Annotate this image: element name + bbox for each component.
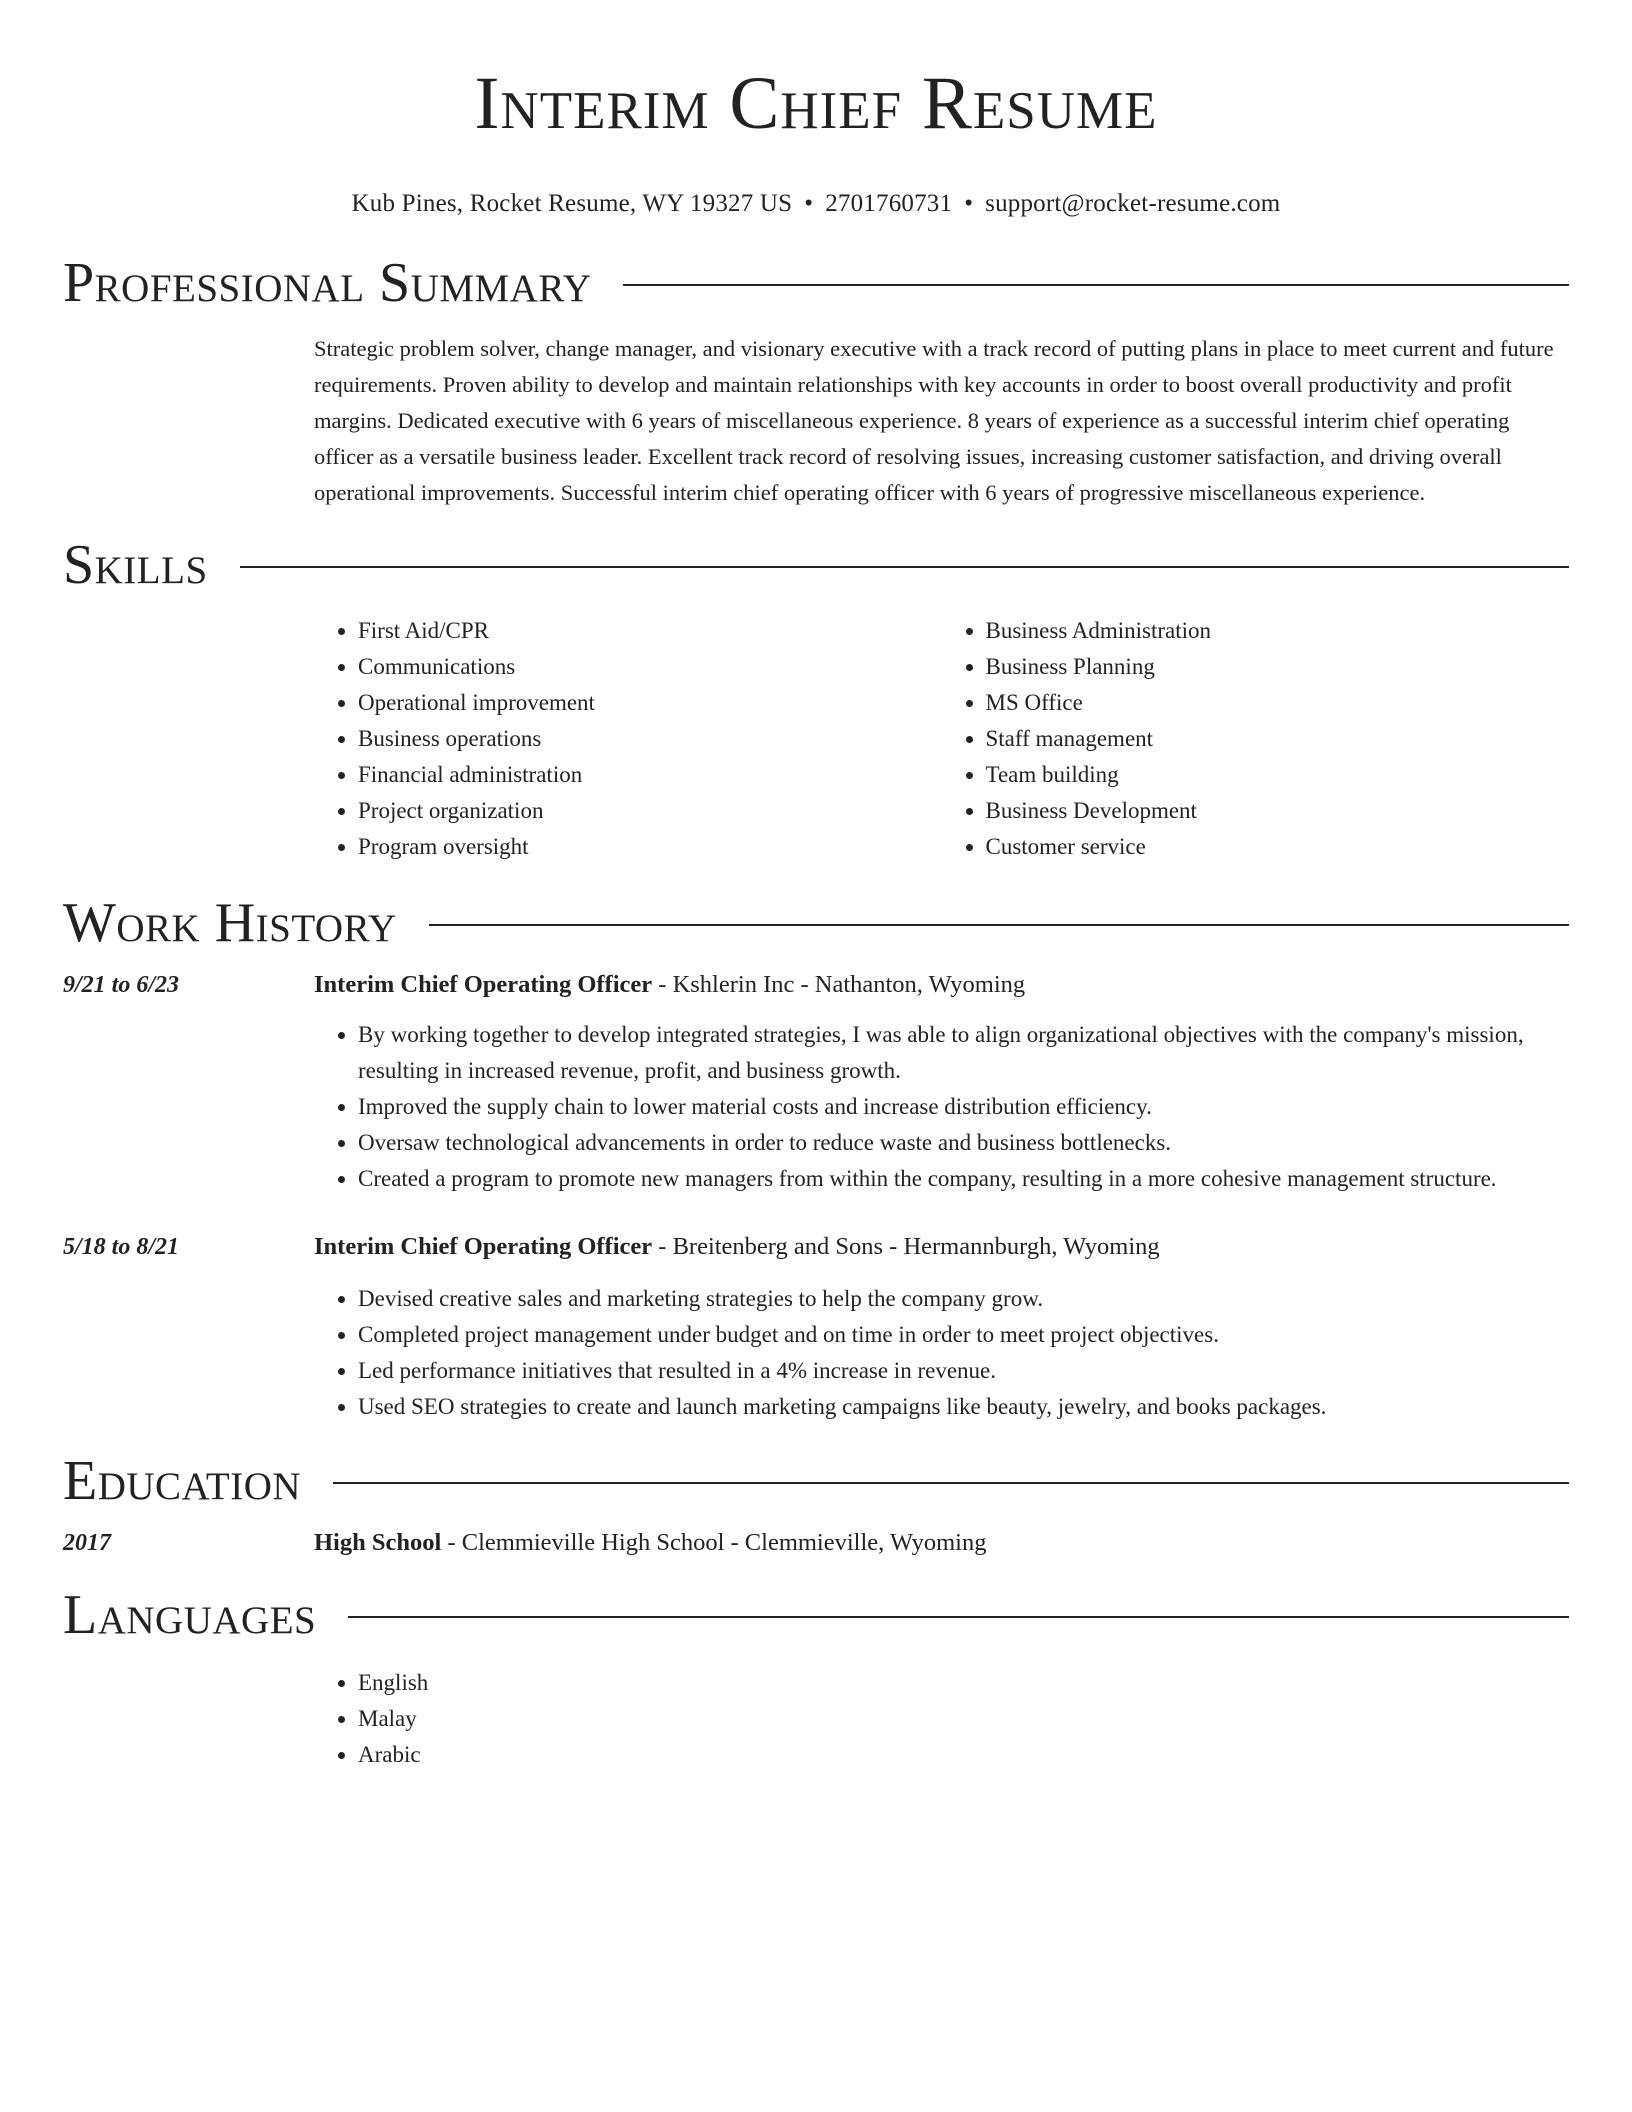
skill-item: • Program oversight xyxy=(358,829,942,865)
contact-line xyxy=(63,186,1569,222)
skills-heading: Skills xyxy=(63,534,208,596)
languages-list xyxy=(314,1665,1569,1773)
job-bullet: • Led performance initiatives that resulted in a 4% increase in revenue. xyxy=(358,1353,1569,1389)
summary-heading: Professional Summary xyxy=(63,252,592,314)
job-entry xyxy=(63,967,1569,1003)
summary-body xyxy=(314,331,1569,511)
language-item: • English xyxy=(358,1665,1569,1701)
job-bullet: • Oversaw technological advancements in order to reduce waste and business bottlenecks. xyxy=(358,1125,1569,1161)
job-company-location: - Breitenberg and Sons - Hermannburgh, Wyoming xyxy=(652,1233,1160,1260)
job-bullet: • Devised creative sales and marketing strategies to help the company grow. xyxy=(358,1281,1569,1317)
skill-item: • Financial administration xyxy=(358,757,942,793)
skill-item: • Project organization xyxy=(358,793,942,829)
languages-heading: Languages xyxy=(63,1584,317,1646)
job-dates: 9/21 to 6/23 xyxy=(63,972,180,998)
job-heading xyxy=(314,1229,1160,1265)
job-bullet: • Completed project management under budget and on time in order to meet project objectives. xyxy=(358,1317,1569,1353)
contact-separator: • xyxy=(964,190,974,217)
job-bullet: • Used SEO strategies to create and launch marketing campaigns like beauty, jewelry, and books packages. xyxy=(358,1389,1569,1425)
language-item: • Arabic xyxy=(358,1737,1569,1773)
skill-item: • First Aid/CPR xyxy=(358,613,942,649)
skill-item: • Business Administration xyxy=(986,613,1570,649)
education-heading: Education xyxy=(63,1450,302,1512)
section-divider xyxy=(429,924,1569,926)
job-bullets-container xyxy=(314,1017,1569,1197)
job-title: Interim Chief Operating Officer xyxy=(314,971,653,998)
resume-title: Interim Chief Resume xyxy=(474,62,1158,145)
job-bullet: • Improved the supply chain to lower material costs and increase distribution efficiency. xyxy=(358,1089,1569,1125)
languages-body xyxy=(314,1665,1569,1773)
skill-item: • MS Office xyxy=(986,685,1570,721)
job-bullet: • Created a program to promote new managers from within the company, resulting in a more cohesive management structure. xyxy=(358,1161,1569,1197)
education-school-location: - Clemmieville High School - Clemmieville, Wyoming xyxy=(441,1529,987,1556)
skill-item: • Business operations xyxy=(358,721,942,757)
job-bullets xyxy=(314,1281,1569,1425)
job-heading xyxy=(314,967,1025,1003)
job-entry xyxy=(63,1229,1569,1265)
job-company-location: - Kshlerin Inc - Nathanton, Wyoming xyxy=(652,971,1026,998)
skills-list-right xyxy=(942,613,1570,865)
skill-item: • Business Development xyxy=(986,793,1570,829)
skills-grid xyxy=(314,613,1569,865)
education-year: 2017 xyxy=(63,1530,111,1556)
section-divider xyxy=(623,284,1569,286)
job-dates: 5/18 to 8/21 xyxy=(63,1234,180,1260)
contact-address: Kub Pines, Rocket Resume, WY 19327 US xyxy=(351,190,793,217)
job-bullets xyxy=(314,1017,1569,1197)
languages-section-header xyxy=(63,1583,1569,1647)
education-degree: High School xyxy=(314,1529,442,1556)
skills-section-header xyxy=(63,533,1569,597)
section-divider xyxy=(240,566,1569,568)
contact-email[interactable]: support@rocket-resume.com xyxy=(985,190,1281,217)
contact-phone: 2701760731 xyxy=(825,190,953,217)
skill-item: • Business Planning xyxy=(986,649,1570,685)
summary-section-header xyxy=(63,251,1569,315)
education-section-header xyxy=(63,1449,1569,1513)
skills-list-left xyxy=(314,613,942,865)
skill-item: • Communications xyxy=(358,649,942,685)
education-entry xyxy=(63,1525,1569,1561)
work-heading: Work History xyxy=(63,892,397,954)
language-item: • Malay xyxy=(358,1701,1569,1737)
skill-item: • Customer service xyxy=(986,829,1570,865)
job-title: Interim Chief Operating Officer xyxy=(314,1233,653,1260)
summary-text: Strategic problem solver, change manager, and visionary executive with a track record of putting plans in place to meet current and future requirements. Proven ability to develop and maintain relationships with key accounts in order to boost overall productivity and profit margins. Dedicated executive with 6 years of miscellaneous experience. 8 years of experience as a successful interim chief operating officer as a versatile business leader. Excellent track record of resolving issues, increasing customer satisfaction, and driving overall operational improvements. Successful interim chief operating officer with 6 years of progressive miscellaneous experience. xyxy=(314,336,1554,505)
section-divider xyxy=(333,1482,1569,1484)
job-bullet: • By working together to develop integrated strategies, I was able to align organizational objectives with the company's mission, resulting in increased revenue, profit, and business growth. xyxy=(358,1017,1569,1089)
skill-item: • Operational improvement xyxy=(358,685,942,721)
contact-separator: • xyxy=(804,190,814,217)
job-bullets-container xyxy=(314,1281,1569,1425)
skill-item: • Staff management xyxy=(986,721,1570,757)
section-divider xyxy=(348,1616,1569,1618)
skill-item: • Team building xyxy=(986,757,1570,793)
work-section-header xyxy=(63,891,1569,955)
education-heading-line xyxy=(314,1525,987,1561)
